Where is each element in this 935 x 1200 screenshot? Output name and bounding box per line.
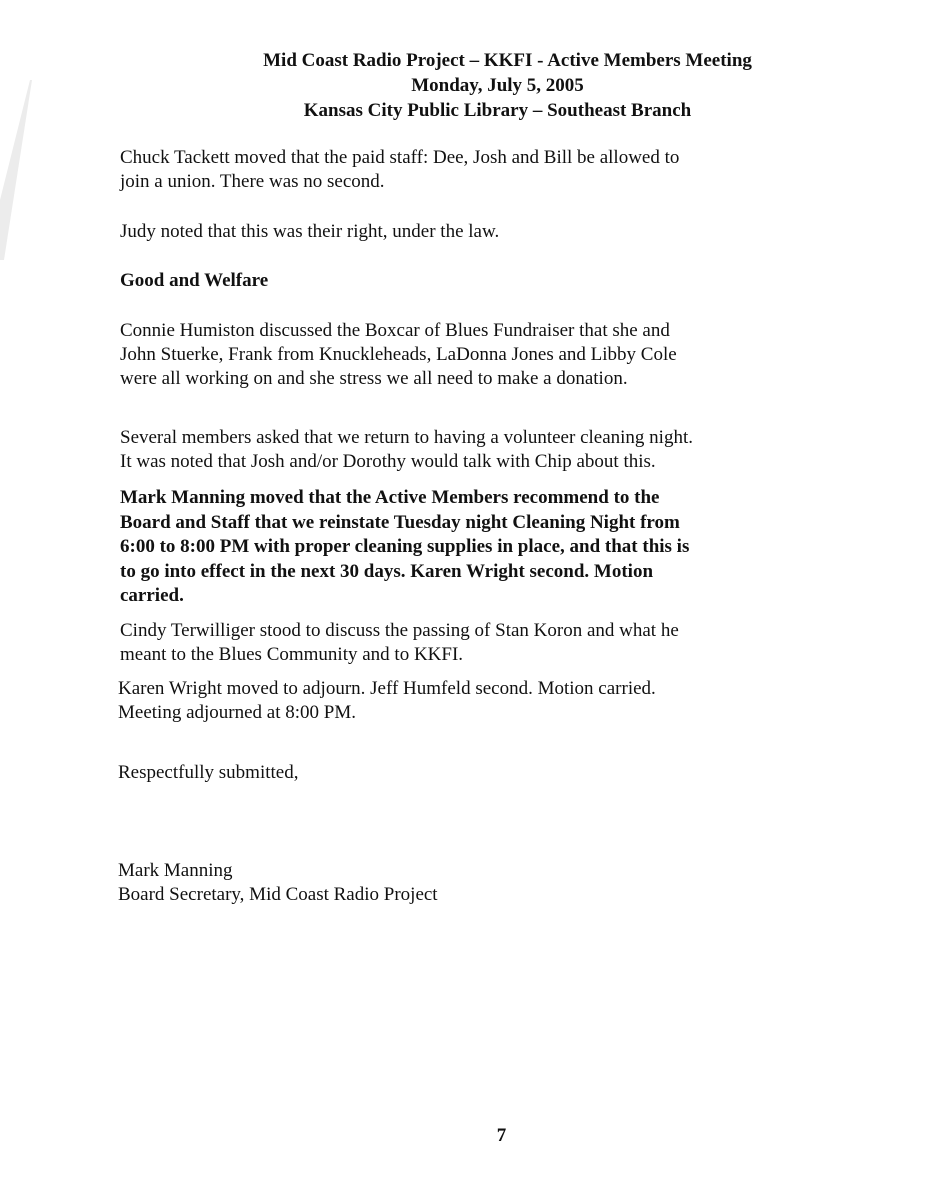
paragraph-adjourn [118,677,818,725]
text-line: join a union. There was no second. [120,171,385,192]
text-line: Several members asked that we return to having a volunteer cleaning night. [120,427,693,448]
header-location: Kansas City Public Library – Southeast Branch [303,100,692,121]
header-title: Mid Coast Radio Project – KKFI - Active Members Meeting [263,50,752,71]
text-line: 6:00 to 8:00 PM with proper cleaning supplies in place, and that this is [120,536,690,558]
paragraph-cleaning-motion [120,486,820,609]
paragraph-cleaning-night [120,426,820,474]
paragraph-fundraiser [120,319,820,391]
text-line: meant to the Blues Community and to KKFI. [120,644,464,665]
section-heading-good-welfare [120,269,820,293]
paragraph-judy-note [120,220,820,244]
text-line: were all working on and she stress we all need to make a donation. [120,368,628,389]
text-line: Board and Staff that we reinstate Tuesday night Cleaning Night from [120,511,680,533]
salutation: Respectfully submitted, [118,762,299,783]
text-line: carried. [120,585,184,607]
section-heading: Good and Welfare [120,270,269,291]
text-line: John Stuerke, Frank from Knuckleheads, LaDonna Jones and Libby Cole [120,344,677,365]
text-line: Meeting adjourned at 8:00 PM. [118,702,356,723]
header-date: Monday, July 5, 2005 [411,75,584,96]
text-line: Connie Humiston discussed the Boxcar of Blues Fundraiser that she and [120,320,670,341]
paragraph-union-motion [120,146,820,194]
signer-name: Mark Manning [118,860,233,881]
text-line: Judy noted that this was their right, under the law. [120,221,500,242]
page-number: 7 [496,1125,507,1146]
text-line: Cindy Terwilliger stood to discuss the passing of Stan Koron and what he [120,620,679,641]
text-line: to go into effect in the next 30 days. Karen Wright second. Motion [120,560,654,582]
text-line: Karen Wright moved to adjourn. Jeff Humfeld second. Motion carried. [118,678,656,699]
paragraph-stan-koron [120,619,820,667]
text-line: It was noted that Josh and/or Dorothy would talk with Chip about this. [120,451,656,472]
signer-title: Board Secretary, Mid Coast Radio Project [118,884,438,905]
signature-block [118,859,818,907]
closing-salutation [118,761,818,785]
document-header [0,48,935,123]
text-line: Mark Manning moved that the Active Members recommend to the [120,487,660,508]
text-line: Chuck Tackett moved that the paid staff: Dee, Josh and Bill be allowed to [120,147,680,168]
